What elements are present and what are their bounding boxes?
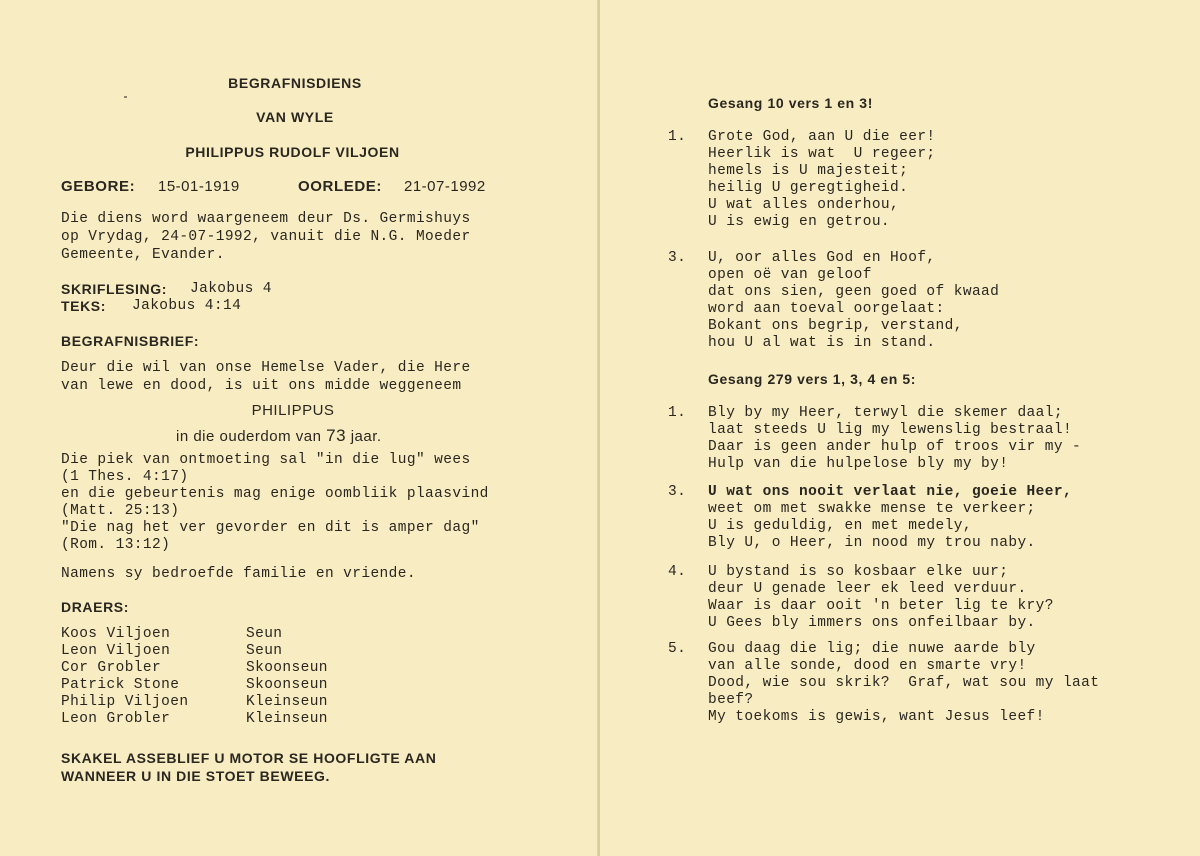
draer-name: Leon Grobler bbox=[61, 711, 171, 727]
oorlede-date: 21-07-1992 bbox=[404, 178, 486, 195]
left-page bbox=[0, 0, 598, 856]
hymn-line: Daar is geen ander hulp of troos vir my - bbox=[708, 439, 1082, 455]
hymn-line: U wat ons nooit verlaat nie, goeie Heer, bbox=[708, 484, 1073, 500]
draer-relation: Kleinseun bbox=[246, 694, 328, 710]
gebore-date: 15-01-1919 bbox=[158, 178, 240, 195]
hymn-line: Gou daag die lig; die nuwe aarde bly bbox=[708, 641, 1036, 657]
hymn-line: Dood, wie sou skrik? Graf, wat sou my laat bbox=[708, 675, 1100, 691]
hymn-line: U bystand is so kosbaar elke uur; bbox=[708, 564, 1009, 580]
draer-relation: Seun bbox=[246, 643, 283, 659]
deceased-name: PHILIPPUS RUDOLF VILJOEN bbox=[185, 144, 400, 160]
hymn-line: U, oor alles God en Hoof, bbox=[708, 250, 936, 266]
hymn-line: laat steeds U lig my lewenslig bestraal! bbox=[708, 422, 1073, 438]
hymn-line: dat ons sien, geen goed of kwaad bbox=[708, 284, 1000, 300]
notice-line: WANNEER U IN DIE STOET BEWEEG. bbox=[61, 768, 330, 784]
verse-number: 1. bbox=[668, 405, 687, 421]
draer-name: Cor Grobler bbox=[61, 660, 162, 676]
notice-line: SKAKEL ASSEBLIEF U MOTOR SE HOOFLIGTE AAN bbox=[61, 750, 437, 766]
hymn-line: U wat alles onderhou, bbox=[708, 197, 900, 213]
verse-number: 4. bbox=[668, 564, 687, 580]
hymn-line: hou U al wat is in stand. bbox=[708, 335, 936, 351]
verse-line: (Rom. 13:12) bbox=[61, 537, 171, 553]
verse-line: Die piek van ontmoeting sal "in die lug" wees bbox=[61, 452, 471, 468]
age-line bbox=[176, 426, 382, 446]
oorlede-label: OORLEDE: bbox=[298, 178, 382, 195]
hymn-line: van alle sonde, dood en smarte vry! bbox=[708, 658, 1027, 674]
hymn1-heading: Gesang 10 vers 1 en 3! bbox=[708, 95, 873, 111]
draer-relation: Skoonseun bbox=[246, 677, 328, 693]
draer-name: Patrick Stone bbox=[61, 677, 180, 693]
age-value: 73 bbox=[326, 426, 347, 445]
teks-value: Jakobus 4:14 bbox=[132, 298, 242, 314]
hymn-line: Grote God, aan U die eer! bbox=[708, 129, 936, 145]
hymn-line: U is ewig en getrou. bbox=[708, 214, 891, 230]
verse-number: 1. bbox=[668, 129, 687, 145]
van-wyle: VAN WYLE bbox=[256, 109, 334, 125]
hymn-line: Waar is daar ooit 'n beter lig te kry? bbox=[708, 598, 1054, 614]
draer-name: Koos Viljoen bbox=[61, 626, 171, 642]
verse-number: 3. bbox=[668, 484, 687, 500]
hymn-line: My toekoms is gewis, want Jesus leef! bbox=[708, 709, 1045, 725]
hymn-line: U is geduldig, en met medely, bbox=[708, 518, 972, 534]
skriflesing-label: SKRIFLESING: bbox=[61, 281, 167, 297]
draer-name: Philip Viljoen bbox=[61, 694, 189, 710]
draer-relation: Seun bbox=[246, 626, 283, 642]
title: BEGRAFNISDIENS bbox=[228, 75, 362, 91]
age-line-prefix: in die ouderdom van bbox=[176, 428, 322, 445]
brief-line: Deur die wil van onse Hemelse Vader, die Here bbox=[61, 360, 471, 376]
draers-label: DRAERS: bbox=[61, 599, 129, 615]
teks-label: TEKS: bbox=[61, 298, 106, 314]
service-line: Die diens word waargeneem deur Ds. Germishuys bbox=[61, 211, 471, 227]
draer-relation: Kleinseun bbox=[246, 711, 328, 727]
verse-line: en die gebeurtenis mag enige oombliik plaasvind bbox=[61, 486, 489, 502]
hymn-line: hemels is U majesteit; bbox=[708, 163, 909, 179]
service-line: op Vrydag, 24-07-1992, vanuit die N.G. Moeder bbox=[61, 229, 471, 245]
hymn-line: Bly U, o Heer, in nood my trou naby. bbox=[708, 535, 1036, 551]
hymn-line: heilig U geregtigheid. bbox=[708, 180, 909, 196]
age-line-suffix: jaar. bbox=[350, 428, 382, 445]
hymn2-heading: Gesang 279 vers 1, 3, 4 en 5: bbox=[708, 371, 917, 387]
brief-line: van lewe en dood, is uit ons midde weggeneem bbox=[61, 378, 462, 394]
hymn-line: word aan toeval oorgelaat: bbox=[708, 301, 945, 317]
verse-number: 5. bbox=[668, 641, 687, 657]
namens-line: Namens sy bedroefde familie en vriende. bbox=[61, 566, 416, 582]
hymn-line: weet om met swakke mense te verkeer; bbox=[708, 501, 1036, 517]
hymn-line: Bly by my Heer, terwyl die skemer daal; bbox=[708, 405, 1063, 421]
verse-line: (1 Thes. 4:17) bbox=[61, 469, 189, 485]
hymn-line: Heerlik is wat U regeer; bbox=[708, 146, 936, 162]
draer-name: Leon Viljoen bbox=[61, 643, 171, 659]
hymn-line: open oë van geloof bbox=[708, 267, 872, 283]
hymn-line: deur U genade leer ek leed verduur. bbox=[708, 581, 1027, 597]
verse-line: (Matt. 25:13) bbox=[61, 503, 180, 519]
gebore-label: GEBORE: bbox=[61, 178, 136, 195]
hymn-line: U Gees bly immers ons onfeilbaar by. bbox=[708, 615, 1036, 631]
hymn-line: beef? bbox=[708, 692, 754, 708]
hymn-line: Hulp van die hulpelose bly my by! bbox=[708, 456, 1009, 472]
paper-speck bbox=[124, 96, 127, 98]
hymn-line: Bokant ons begrip, verstand, bbox=[708, 318, 963, 334]
begrafnisbrief-label: BEGRAFNISBRIEF: bbox=[61, 333, 200, 349]
philippus-name: PHILIPPUS bbox=[251, 402, 335, 419]
verse-number: 3. bbox=[668, 250, 687, 266]
verse-line: "Die nag het ver gevorder en dit is amper dag" bbox=[61, 520, 480, 536]
draer-relation: Skoonseun bbox=[246, 660, 328, 676]
service-line: Gemeente, Evander. bbox=[61, 247, 225, 263]
skriflesing-value: Jakobus 4 bbox=[190, 281, 272, 297]
right-page bbox=[600, 0, 1200, 856]
